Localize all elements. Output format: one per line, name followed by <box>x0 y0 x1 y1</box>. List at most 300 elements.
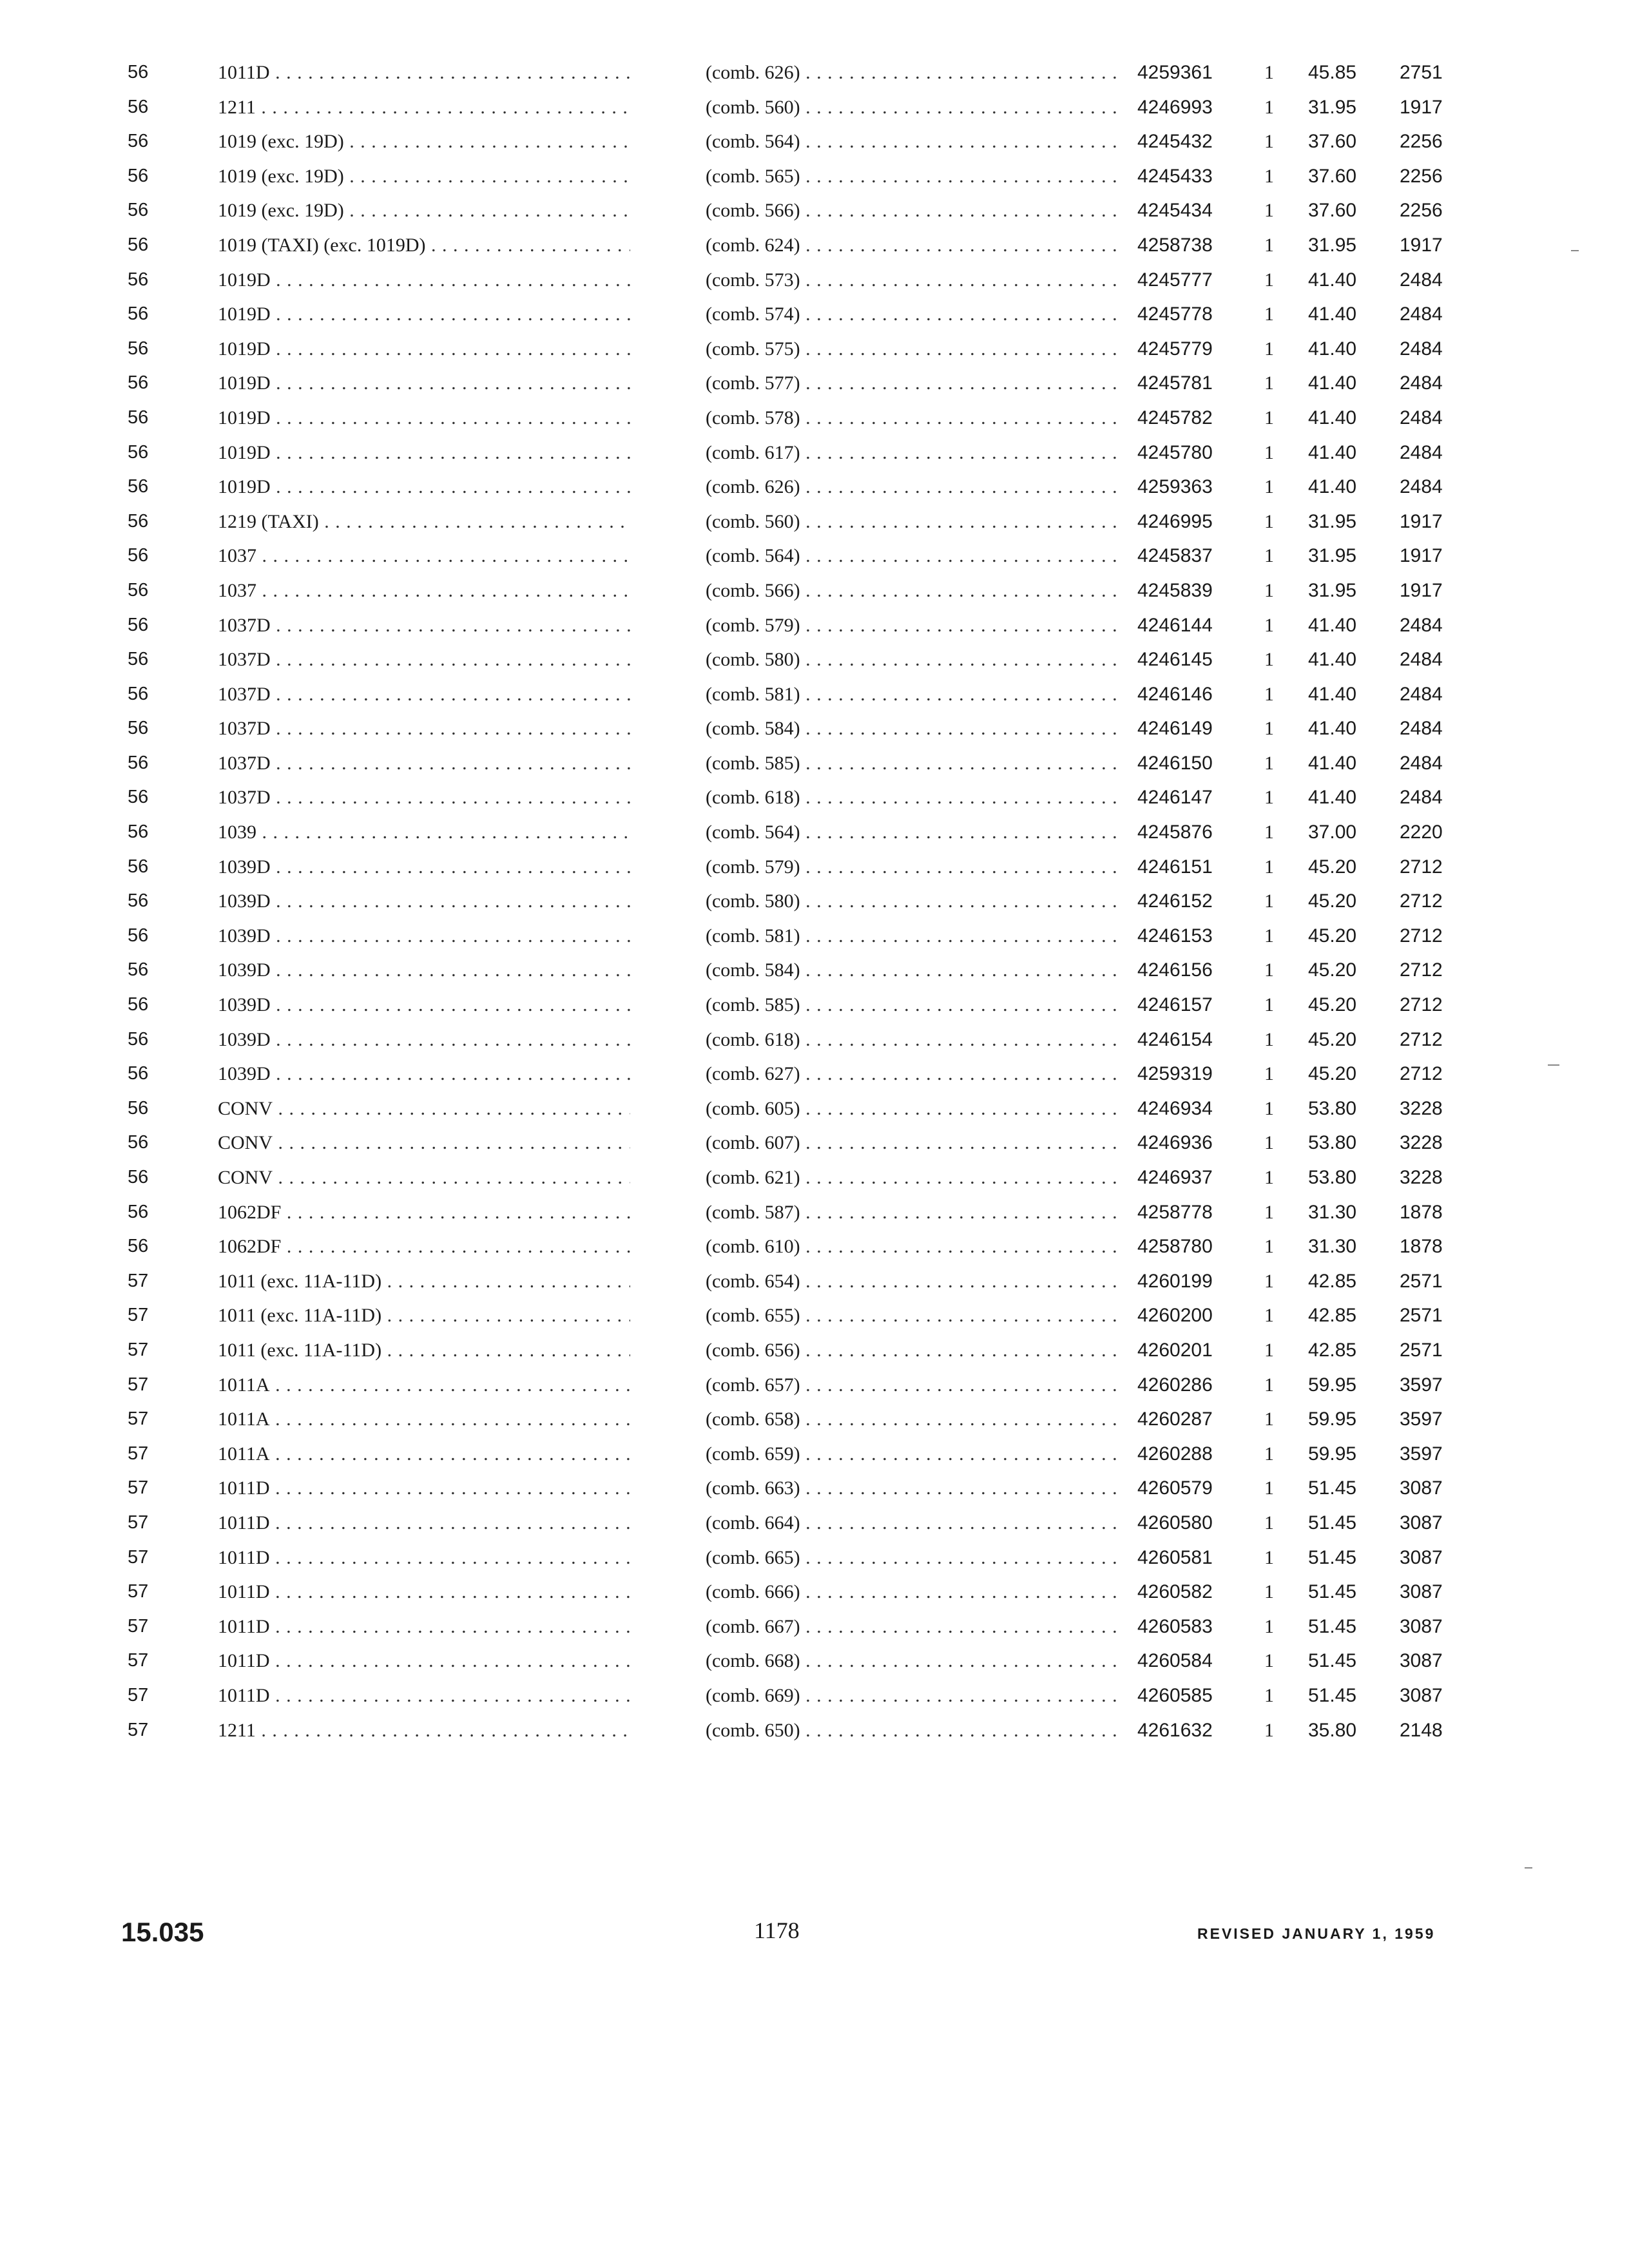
price-cell-text: 41.40 <box>1308 614 1357 636</box>
code-cell <box>1400 159 1470 194</box>
year-cell-text: 57 <box>128 1719 149 1740</box>
model-cell-text: 1039D <box>218 1028 271 1050</box>
model-cell-text: 1011A <box>218 1408 270 1430</box>
model-cell <box>218 228 630 263</box>
combination-cell-text: (comb. 668) <box>706 1650 800 1672</box>
price-cell-text: 41.40 <box>1308 718 1357 740</box>
quantity-cell <box>1264 850 1284 885</box>
quantity-cell-text: 1 <box>1264 131 1274 153</box>
part-number-cell-text: 4260286 <box>1137 1374 1213 1396</box>
year-cell <box>128 366 160 401</box>
model-cell-text: 1037D <box>218 752 271 774</box>
combination-cell-text: (comb. 580) <box>706 649 800 671</box>
part-number-cell <box>1137 746 1253 781</box>
year-cell <box>128 228 160 263</box>
code-cell-text: 2148 <box>1400 1719 1443 1741</box>
year-cell <box>128 1506 160 1541</box>
quantity-cell-text: 1 <box>1264 1132 1274 1154</box>
year-cell-text: 56 <box>128 959 149 981</box>
model-cell-text: 1011D <box>218 62 270 83</box>
quantity-cell-text: 1 <box>1264 234 1274 256</box>
part-number-cell <box>1137 1506 1253 1541</box>
year-cell-text: 56 <box>128 96 149 117</box>
part-number-cell-text: 4245778 <box>1137 303 1213 325</box>
part-number-cell <box>1137 953 1253 988</box>
code-cell <box>1400 1229 1470 1264</box>
table-row <box>0 263 1629 298</box>
combination-cell <box>706 263 1118 298</box>
code-cell <box>1400 884 1470 919</box>
year-cell <box>128 815 160 850</box>
part-number-cell-text: 4246147 <box>1137 787 1213 809</box>
combination-cell-text: (comb. 565) <box>706 165 800 187</box>
table-row <box>0 953 1629 988</box>
quantity-cell <box>1264 159 1284 194</box>
combination-cell <box>706 1541 1118 1575</box>
part-number-cell-text: 4260584 <box>1137 1650 1213 1672</box>
quantity-cell-text: 1 <box>1264 1615 1274 1637</box>
combination-cell-text: (comb. 580) <box>706 890 800 912</box>
model-cell <box>218 539 630 573</box>
part-number-cell <box>1137 677 1253 712</box>
part-number-cell <box>1137 228 1253 263</box>
price-cell <box>1308 953 1385 988</box>
price-cell <box>1308 573 1385 608</box>
scan-mark <box>1548 1064 1559 1066</box>
part-number-cell <box>1137 884 1253 919</box>
part-number-cell-text: 4260583 <box>1137 1615 1213 1637</box>
code-cell <box>1400 573 1470 608</box>
combination-cell-text: (comb. 655) <box>706 1305 800 1327</box>
model-cell-text: 1219 (TAXI) <box>218 510 319 532</box>
quantity-cell-text: 1 <box>1264 649 1274 671</box>
part-number-cell-text: 4261632 <box>1137 1719 1213 1741</box>
year-cell <box>128 193 160 228</box>
part-number-cell-text: 4245433 <box>1137 165 1213 187</box>
model-cell <box>218 1160 630 1195</box>
code-cell <box>1400 919 1470 954</box>
price-cell-text: 41.40 <box>1308 441 1357 463</box>
quantity-cell <box>1264 124 1284 159</box>
price-cell-text: 31.95 <box>1308 579 1357 601</box>
part-number-cell <box>1137 1264 1253 1299</box>
part-number-cell-text: 4246156 <box>1137 959 1213 981</box>
code-cell <box>1400 1333 1470 1368</box>
code-cell <box>1400 1437 1470 1472</box>
combination-cell-text: (comb. 607) <box>706 1132 800 1154</box>
table-row <box>0 1160 1629 1195</box>
year-cell-text: 56 <box>128 510 149 532</box>
model-cell <box>218 780 630 815</box>
year-cell <box>128 608 160 643</box>
year-cell <box>128 90 160 125</box>
part-number-cell-text: 4246937 <box>1137 1167 1213 1188</box>
part-number-cell <box>1137 1333 1253 1368</box>
combination-cell-text: (comb. 658) <box>706 1408 800 1430</box>
model-cell-text: 1039D <box>218 994 271 1016</box>
part-number-cell <box>1137 470 1253 505</box>
combination-cell <box>706 780 1118 815</box>
combination-cell-text: (comb. 584) <box>706 718 800 740</box>
combination-cell-text: (comb. 650) <box>706 1719 800 1741</box>
price-cell-text: 37.00 <box>1308 822 1357 843</box>
code-cell <box>1400 746 1470 781</box>
model-cell <box>218 124 630 159</box>
combination-cell-text: (comb. 659) <box>706 1443 800 1465</box>
price-cell <box>1308 366 1385 401</box>
code-cell <box>1400 850 1470 885</box>
model-cell-text: 1011D <box>218 1650 270 1672</box>
quantity-cell <box>1264 677 1284 712</box>
quantity-cell <box>1264 919 1284 954</box>
year-cell <box>128 1264 160 1299</box>
quantity-cell-text: 1 <box>1264 1201 1274 1223</box>
model-cell-text: 1039D <box>218 856 271 878</box>
code-cell <box>1400 1298 1470 1333</box>
code-cell-text: 3087 <box>1400 1684 1443 1706</box>
combination-cell-text: (comb. 584) <box>706 959 800 981</box>
combination-cell <box>706 1437 1118 1472</box>
table-row <box>0 332 1629 367</box>
quantity-cell <box>1264 366 1284 401</box>
price-cell-text: 45.20 <box>1308 1028 1357 1050</box>
price-cell <box>1308 1298 1385 1333</box>
code-cell <box>1400 1023 1470 1057</box>
combination-cell-text: (comb. 578) <box>706 407 800 428</box>
code-cell <box>1400 228 1470 263</box>
price-cell-text: 51.45 <box>1308 1512 1357 1533</box>
quantity-cell-text: 1 <box>1264 822 1274 843</box>
quantity-cell <box>1264 1298 1284 1333</box>
price-cell <box>1308 1126 1385 1160</box>
table-row <box>0 1437 1629 1472</box>
quantity-cell <box>1264 1195 1284 1230</box>
year-cell-text: 56 <box>128 683 149 704</box>
part-number-cell-text: 4260287 <box>1137 1408 1213 1430</box>
quantity-cell <box>1264 1126 1284 1160</box>
year-cell <box>128 1713 160 1748</box>
table-row <box>0 780 1629 815</box>
price-cell <box>1308 1575 1385 1610</box>
page-number: 1178 <box>754 1917 800 1943</box>
revision-date: REVISED JANUARY 1, 1959 <box>1197 1925 1436 1942</box>
price-cell-text: 41.40 <box>1308 269 1357 291</box>
year-cell <box>128 1610 160 1644</box>
year-cell-text: 56 <box>128 234 149 255</box>
part-number-cell <box>1137 90 1253 125</box>
part-number-cell <box>1137 608 1253 643</box>
model-cell <box>218 988 630 1023</box>
price-cell-text: 42.85 <box>1308 1339 1357 1361</box>
price-cell <box>1308 1610 1385 1644</box>
code-cell-text: 3597 <box>1400 1408 1443 1430</box>
part-number-cell <box>1137 1298 1253 1333</box>
combination-cell <box>706 193 1118 228</box>
table-row <box>0 711 1629 746</box>
year-cell <box>128 505 160 539</box>
combination-cell-text: (comb. 574) <box>706 303 800 325</box>
model-cell <box>218 677 630 712</box>
year-cell-text: 56 <box>128 338 149 359</box>
price-cell <box>1308 850 1385 885</box>
model-cell <box>218 1471 630 1506</box>
combination-cell <box>706 1644 1118 1678</box>
combination-cell <box>706 988 1118 1023</box>
table-row <box>0 1195 1629 1230</box>
quantity-cell <box>1264 228 1284 263</box>
table-row <box>0 1471 1629 1506</box>
code-cell <box>1400 55 1470 90</box>
code-cell <box>1400 1471 1470 1506</box>
model-cell <box>218 1541 630 1575</box>
part-number-cell <box>1137 1368 1253 1403</box>
part-number-cell <box>1137 366 1253 401</box>
quantity-cell <box>1264 1713 1284 1748</box>
code-cell <box>1400 470 1470 505</box>
table-row <box>0 90 1629 125</box>
price-cell-text: 45.20 <box>1308 856 1357 878</box>
quantity-cell <box>1264 1057 1284 1091</box>
part-number-cell <box>1137 539 1253 573</box>
code-cell <box>1400 780 1470 815</box>
part-number-cell <box>1137 1057 1253 1091</box>
price-cell-text: 51.45 <box>1308 1615 1357 1637</box>
year-cell-text: 57 <box>128 1615 149 1637</box>
quantity-cell-text: 1 <box>1264 1719 1274 1741</box>
combination-cell <box>706 1195 1118 1230</box>
quantity-cell-text: 1 <box>1264 1097 1274 1119</box>
quantity-cell <box>1264 1575 1284 1610</box>
part-number-cell-text: 4245781 <box>1137 372 1213 394</box>
code-cell-text: 3597 <box>1400 1374 1443 1396</box>
quantity-cell-text: 1 <box>1264 752 1274 774</box>
model-cell <box>218 919 630 954</box>
model-cell-text: 1011D <box>218 1615 270 1637</box>
combination-cell-text: (comb. 667) <box>706 1615 800 1637</box>
code-cell-text: 2256 <box>1400 165 1443 187</box>
table-row <box>0 1575 1629 1610</box>
model-cell-text: 1039 <box>218 822 256 843</box>
part-number-cell <box>1137 1471 1253 1506</box>
year-cell <box>128 1091 160 1126</box>
quantity-cell-text: 1 <box>1264 1581 1274 1603</box>
quantity-cell-text: 1 <box>1264 614 1274 636</box>
combination-cell-text: (comb. 575) <box>706 338 800 360</box>
quantity-cell <box>1264 1368 1284 1403</box>
price-cell-text: 31.30 <box>1308 1236 1357 1258</box>
price-cell-text: 31.30 <box>1308 1201 1357 1223</box>
year-cell-text: 56 <box>128 62 149 82</box>
combination-cell <box>706 366 1118 401</box>
quantity-cell <box>1264 297 1284 332</box>
quantity-cell-text: 1 <box>1264 372 1274 394</box>
code-cell <box>1400 1506 1470 1541</box>
code-cell <box>1400 1644 1470 1678</box>
model-cell-text: 1011D <box>218 1477 270 1499</box>
model-cell <box>218 1713 630 1748</box>
combination-cell <box>706 470 1118 505</box>
year-cell-text: 57 <box>128 1512 149 1533</box>
year-cell <box>128 1541 160 1575</box>
part-number-cell <box>1137 1195 1253 1230</box>
combination-cell-text: (comb. 621) <box>706 1167 800 1188</box>
combination-cell-text: (comb. 560) <box>706 96 800 118</box>
price-cell-text: 37.60 <box>1308 200 1357 222</box>
model-cell-text: 1211 <box>218 1719 256 1741</box>
combination-cell-text: (comb. 657) <box>706 1374 800 1396</box>
combination-cell-text: (comb. 564) <box>706 131 800 153</box>
combination-cell <box>706 815 1118 850</box>
model-cell-text: 1037 <box>218 579 256 601</box>
model-cell-text: 1019 (TAXI) (exc. 1019D) <box>218 234 426 256</box>
model-cell-text: 1011D <box>218 1684 270 1706</box>
table-row <box>0 884 1629 919</box>
year-cell <box>128 1333 160 1368</box>
price-cell-text: 42.85 <box>1308 1305 1357 1327</box>
year-cell-text: 56 <box>128 649 149 670</box>
model-cell-text: 1011 (exc. 11A-11D) <box>218 1339 382 1361</box>
price-cell <box>1308 1264 1385 1299</box>
year-cell <box>128 401 160 436</box>
model-cell-text: 1037D <box>218 787 271 809</box>
table-row <box>0 505 1629 539</box>
quantity-cell <box>1264 1541 1284 1575</box>
code-cell <box>1400 953 1470 988</box>
model-cell <box>218 1437 630 1472</box>
part-number-cell-text: 4246934 <box>1137 1097 1213 1119</box>
model-cell <box>218 159 630 194</box>
part-number-cell <box>1137 1610 1253 1644</box>
quantity-cell-text: 1 <box>1264 1339 1274 1361</box>
code-cell-text: 3087 <box>1400 1477 1443 1499</box>
year-cell-text: 56 <box>128 925 149 946</box>
quantity-cell <box>1264 505 1284 539</box>
table-row <box>0 297 1629 332</box>
part-number-cell-text: 4260580 <box>1137 1512 1213 1533</box>
part-number-cell-text: 4246152 <box>1137 890 1213 912</box>
year-cell <box>128 297 160 332</box>
code-cell <box>1400 1057 1470 1091</box>
model-cell <box>218 1057 630 1091</box>
combination-cell <box>706 228 1118 263</box>
combination-cell <box>706 1229 1118 1264</box>
year-cell <box>128 642 160 677</box>
combination-cell-text: (comb. 566) <box>706 200 800 222</box>
part-number-cell-text: 4259319 <box>1137 1063 1213 1085</box>
code-cell <box>1400 1195 1470 1230</box>
part-number-cell-text: 4245780 <box>1137 441 1213 463</box>
combination-cell <box>706 90 1118 125</box>
year-cell-text: 56 <box>128 1097 149 1119</box>
quantity-cell-text: 1 <box>1264 579 1274 601</box>
price-cell-text: 37.60 <box>1308 165 1357 187</box>
year-cell <box>128 1229 160 1264</box>
year-cell <box>128 1575 160 1610</box>
quantity-cell-text: 1 <box>1264 1236 1274 1258</box>
quantity-cell-text: 1 <box>1264 1512 1274 1533</box>
quantity-cell-text: 1 <box>1264 1684 1274 1706</box>
price-cell <box>1308 815 1385 850</box>
model-cell <box>218 1333 630 1368</box>
code-cell-text: 1917 <box>1400 96 1443 118</box>
price-cell-text: 31.95 <box>1308 234 1357 256</box>
part-number-cell-text: 4260200 <box>1137 1305 1213 1327</box>
price-cell-text: 45.85 <box>1308 62 1357 83</box>
combination-cell <box>706 953 1118 988</box>
price-cell <box>1308 711 1385 746</box>
model-cell <box>218 884 630 919</box>
part-number-cell <box>1137 1160 1253 1195</box>
year-cell <box>128 539 160 573</box>
combination-cell <box>706 642 1118 677</box>
year-cell-text: 56 <box>128 787 149 808</box>
quantity-cell-text: 1 <box>1264 890 1274 912</box>
year-cell-text: 57 <box>128 1477 149 1499</box>
quantity-cell-text: 1 <box>1264 62 1274 83</box>
year-cell <box>128 711 160 746</box>
table-row <box>0 1506 1629 1541</box>
table-row <box>0 573 1629 608</box>
part-number-cell <box>1137 1644 1253 1678</box>
price-cell <box>1308 193 1385 228</box>
quantity-cell-text: 1 <box>1264 338 1274 360</box>
table-row <box>0 1402 1629 1437</box>
quantity-cell <box>1264 780 1284 815</box>
quantity-cell-text: 1 <box>1264 1374 1274 1396</box>
code-cell <box>1400 1126 1470 1160</box>
model-cell <box>218 1678 630 1713</box>
part-number-cell-text: 4246993 <box>1137 96 1213 118</box>
code-cell-text: 2712 <box>1400 925 1443 947</box>
year-cell-text: 56 <box>128 752 149 773</box>
price-cell <box>1308 1644 1385 1678</box>
price-cell <box>1308 1402 1385 1437</box>
code-cell-text: 3087 <box>1400 1546 1443 1568</box>
combination-cell-text: (comb. 581) <box>706 925 800 947</box>
price-cell-text: 41.40 <box>1308 303 1357 325</box>
year-cell <box>128 1298 160 1333</box>
part-number-cell <box>1137 815 1253 850</box>
year-cell-text: 57 <box>128 1270 149 1291</box>
code-cell <box>1400 677 1470 712</box>
table-row <box>0 1368 1629 1403</box>
model-cell-text: 1039D <box>218 890 271 912</box>
price-cell-text: 45.20 <box>1308 925 1357 947</box>
model-cell-text: 1037D <box>218 614 271 636</box>
part-number-cell <box>1137 332 1253 367</box>
part-number-cell <box>1137 642 1253 677</box>
table-row <box>0 1713 1629 1748</box>
part-number-cell-text: 4246154 <box>1137 1028 1213 1050</box>
combination-cell <box>706 884 1118 919</box>
year-cell-text: 56 <box>128 303 149 325</box>
combination-cell-text: (comb. 560) <box>706 510 800 532</box>
quantity-cell <box>1264 1023 1284 1057</box>
year-cell-text: 56 <box>128 165 149 186</box>
code-cell <box>1400 193 1470 228</box>
model-cell <box>218 505 630 539</box>
code-cell <box>1400 505 1470 539</box>
price-cell <box>1308 297 1385 332</box>
year-cell-text: 56 <box>128 1167 149 1187</box>
quantity-cell-text: 1 <box>1264 407 1274 428</box>
part-number-cell <box>1137 436 1253 470</box>
year-cell-text: 56 <box>128 579 149 601</box>
code-cell <box>1400 124 1470 159</box>
part-number-cell-text: 4246153 <box>1137 925 1213 947</box>
price-cell <box>1308 436 1385 470</box>
combination-cell <box>706 1126 1118 1160</box>
